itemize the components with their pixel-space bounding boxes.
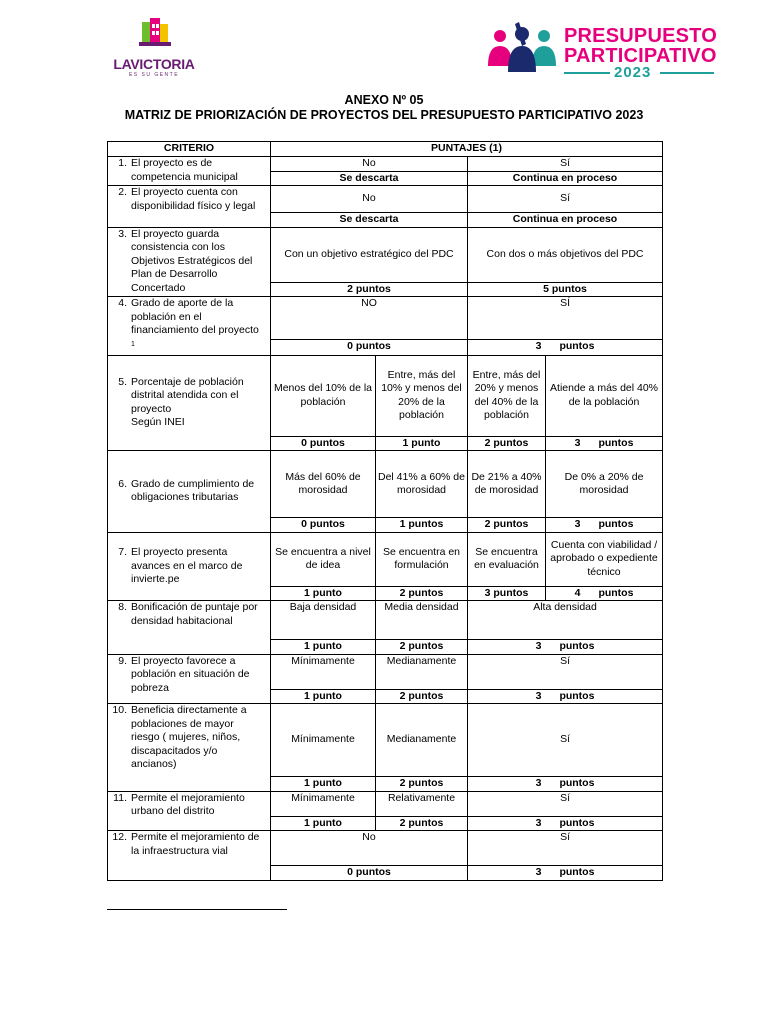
score-number: 3 [535,866,542,878]
score-unit: puntos [559,689,595,702]
criterion-cell [108,451,271,533]
score-cell: 1 punto [376,436,468,451]
score-cell: 1 punto [271,777,376,792]
criterion-cell [108,654,271,704]
criterion-text: El proyecto guarda consistencia con los Objetivos Estratégicos del Plan de Desarrollo Concertado [131,227,253,294]
criterion-text: Grado de cumplimiento de obligaciones tributarias [131,477,255,504]
score-number: 4 [574,586,581,599]
option-cell: No [271,157,468,172]
criterion-text: Bonificación de puntaje por densidad habitacional [131,601,258,627]
option-cell: SÍ [468,297,663,340]
score-unit: puntos [598,586,634,599]
footnote-separator-line [107,909,287,910]
score-cell: 0 puntos [271,339,468,355]
score-cell: 2 puntos [376,816,468,831]
score-cell: 1 punto [271,816,376,831]
option-cell: Entre, más del 10% y menos del 20% de la población [376,355,468,436]
score-cell [468,640,663,655]
option-cell: No [271,186,468,213]
criterion-text: El proyecto presenta avances en el marco de invierte.pe [131,546,243,585]
option-cell: Alta densidad [468,601,663,640]
criterion-subtext: Según INEI [131,416,185,429]
option-cell: Medianamente [376,704,468,777]
option-cell: Relativamente [376,791,468,816]
option-cell: Baja densidad [271,601,376,640]
option-cell: Del 41% a 60% de morosidad [376,451,468,518]
option-cell: Mínimamente [271,704,376,777]
score-number: 3 [535,640,542,652]
score-cell: Continua en proceso [468,213,663,228]
criterion-number: 4. [118,297,127,309]
criterion-text: El proyecto es de competencia municipal [131,157,238,183]
table-row [108,451,663,518]
option-cell: Se encuentra en formulación [376,532,468,586]
criterion-cell [108,186,271,228]
option-cell: Menos del 10% de la población [271,355,376,436]
table-row [108,791,663,816]
criterion-text: Grado de aporte de la población en el financiamiento del proyecto [131,297,259,336]
score-unit: puntos [559,640,595,652]
criterion-cell [108,297,271,356]
option-cell: Mínimamente [271,654,376,689]
prioritization-matrix-table [107,141,663,881]
criterion-cell [108,791,271,831]
logo-rule-left [564,72,610,74]
score-number: 3 [535,777,542,789]
table-row [108,227,663,282]
option-cell: Mínimamente [271,791,376,816]
footnote-marker: 1 [131,340,135,348]
table-row [108,831,663,866]
la-victoria-emblem-icon [104,16,204,58]
score-unit: puntos [559,340,595,353]
criterion-text: Beneficia directamente a poblaciones de mayor riesgo ( mujeres, niños, discapacitados y/o ancianos) [131,704,247,770]
criterion-text: El proyecto cuenta con disponibilidad físico y legal [131,186,256,212]
la-victoria-logo [104,16,204,76]
score-unit: puntos [559,816,595,829]
option-cell: Se encuentra en evaluación [468,532,546,586]
score-cell [546,436,663,451]
table-row [108,297,663,340]
score-cell: Se descarta [271,171,468,186]
matrix-title: MATRIZ DE PRIORIZACIÓN DE PROYECTOS DEL PRESUPUESTO PARTICIPATIVO 2023 [124,108,644,122]
score-unit: puntos [598,518,634,530]
criterion-text: Permite el mejoramiento de la infraestructura vial [131,831,260,857]
criterion-cell [108,157,271,186]
criterion-cell [108,704,271,792]
option-cell: Sí [468,704,663,777]
score-cell: 2 puntos [376,586,468,601]
score-cell [546,518,663,533]
la-victoria-logo-tagline: ES SU GENTE [128,72,180,78]
option-cell: Con un objetivo estratégico del PDC [271,227,468,282]
header-criterio: CRITERIO [108,142,271,157]
score-cell: 2 puntos [376,640,468,655]
criterion-cell [108,831,271,881]
option-cell: Con dos o más objetivos del PDC [468,227,663,282]
score-cell [468,816,663,831]
table-row [108,704,663,777]
option-cell: NO [271,297,468,340]
criterion-cell [108,601,271,655]
score-cell: 2 puntos [468,518,546,533]
criterion-cell [108,355,271,451]
annex-title: ANEXO Nº 05 [344,93,424,107]
score-cell: 1 punto [271,640,376,655]
score-unit: puntos [559,777,595,789]
option-cell: Sí [468,831,663,866]
option-cell: De 21% a 40% de morosidad [468,451,546,518]
criterion-number: 2. [118,186,127,198]
option-cell: Atiende a más del 40% de la población [546,355,663,436]
criterion-number: 11. [113,791,127,804]
score-cell: 2 puntos [468,436,546,451]
score-cell: 5 puntos [468,282,663,297]
criterion-text: Porcentaje de población distrital atendida con el proyecto [131,375,244,415]
option-cell: Sí [468,654,663,689]
participativo-logo-word: PARTICIPATIVO [564,45,717,67]
criterion-number: 9. [118,654,127,667]
table-row [108,601,663,640]
option-cell: Medianamente [376,654,468,689]
criterion-number: 12. [112,831,127,843]
option-cell: Cuenta con viabilidad / aprobado o expediente técnico [546,532,663,586]
option-cell: Sí [468,157,663,172]
criterion-number: 10. [112,704,127,716]
presupuesto-participativo-logo [482,16,718,80]
option-cell: Sí [468,791,663,816]
score-number: 3 [535,340,542,353]
option-cell: Entre, más del 20% y menos del 40% de la población [468,355,546,436]
la-victoria-logo-text: LAVICTORIA [113,56,195,72]
table-row [108,157,663,172]
score-cell: 1 punto [271,689,376,704]
score-cell [546,586,663,601]
logo-year: 2023 [614,64,652,81]
option-cell: Sí [468,186,663,213]
participants-emblem-icon [482,16,564,80]
score-number: 3 [535,689,542,702]
table-header-row [108,142,663,157]
score-cell: Se descarta [271,213,468,228]
score-cell [468,866,663,881]
score-cell [468,777,663,792]
score-cell: 1 puntos [376,518,468,533]
criterion-number: 7. [118,546,127,558]
header-puntajes: PUNTAJES (1) [271,142,663,157]
score-cell: 0 puntos [271,518,376,533]
criterion-number: 1. [118,157,127,169]
score-cell: 0 puntos [271,866,468,881]
score-cell [468,689,663,704]
score-unit: puntos [598,436,634,449]
score-unit: puntos [559,866,595,878]
table-row [108,532,663,586]
criterion-text: Permite el mejoramiento urbano del distrito [131,791,245,817]
score-number: 3 [535,816,542,829]
criterion-cell [108,227,271,297]
score-cell: Continua en proceso [468,171,663,186]
option-cell: No [271,831,468,866]
criterion-number: 5. [118,375,127,388]
score-cell [468,339,663,355]
table-row [108,654,663,689]
criterion-number: 3. [118,227,127,240]
presupuesto-logo-word: PRESUPUESTO [564,25,717,47]
criterion-number: 6. [118,477,127,490]
criterion-cell [108,532,271,601]
score-number: 3 [574,436,581,449]
option-cell: Más del 60% de morosidad [271,451,376,518]
score-cell: 2 puntos [271,282,468,297]
option-cell: Se encuentra a nivel de idea [271,532,376,586]
score-cell: 3 puntos [468,586,546,601]
table-row [108,186,663,213]
logo-rule-right [660,72,714,74]
option-cell: De 0% a 20% de morosidad [546,451,663,518]
score-cell: 1 punto [271,586,376,601]
criterion-text: El proyecto favorece a población en situación de pobreza [131,654,250,694]
score-cell: 2 puntos [376,777,468,792]
score-cell: 2 puntos [376,689,468,704]
score-number: 3 [574,518,581,530]
option-cell: Media densidad [376,601,468,640]
criterion-number: 8. [118,601,127,613]
score-cell: 0 puntos [271,436,376,451]
table-row [108,355,663,436]
